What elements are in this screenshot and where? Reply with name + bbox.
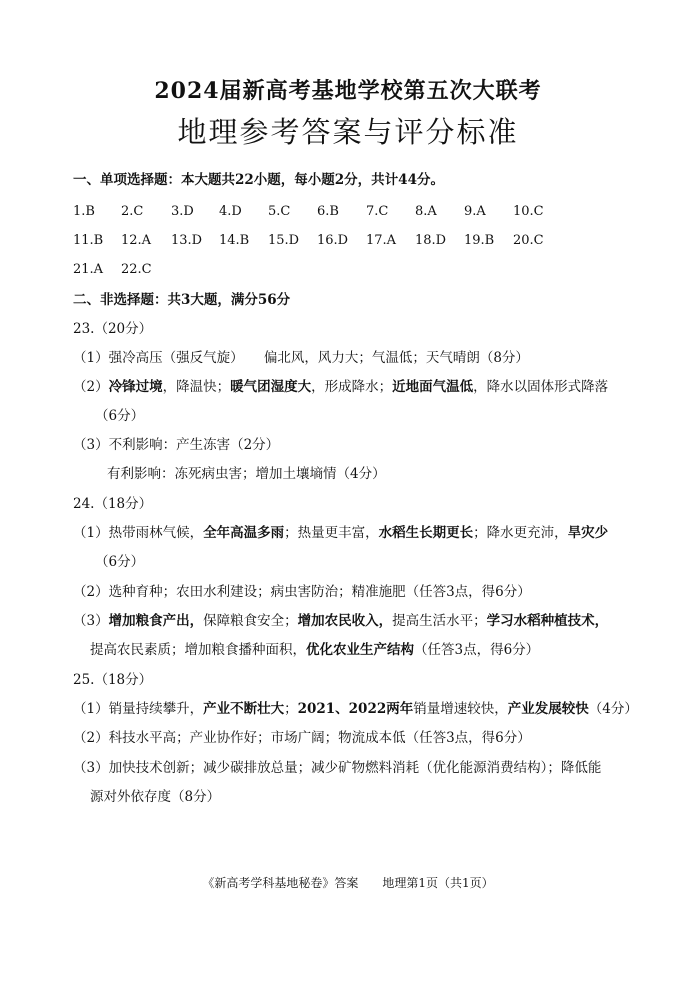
q24-part2: （2）选种育种；农田水利建设；病虫害防治；精准施肥（任答3点，得6分） [73,584,531,600]
q24-part3: （3）增加粮食产出，保障粮食安全；增加农民收入，提高生活水平；学习水稻种植技术， [73,613,609,629]
q23-part3-positive: 有利影响：冻死病虫害；增加土壤墒情（4分） [107,466,386,482]
answer-14: 14.B [219,233,250,248]
q23-part1: （1）强冷高压（强反气旋） 偏北风，风力大；气温低；天气晴朗（8分） [73,350,529,366]
answer-8: 8.A [415,204,437,219]
q25-part2: （2）科技水平高；产业协作好；市场广阔；物流成本低（任答3点，得6分） [73,730,531,746]
q25-part3-cont: 源对外依存度（8分） [90,789,221,805]
answer-9: 9.A [464,204,486,219]
q23-part2: （2）冷锋过境，降温快；暖气团湿度大，形成降水；近地面气温低，降水以固体形式降落 [73,379,609,395]
answer-7: 7.C [366,204,389,219]
q23-part2-score: （6分） [95,408,145,424]
q24-part3-cont: 提高农民素质；增加粮食播种面积，优化农业生产结构（任答3点，得6分） [90,642,540,658]
answer-17: 17.A [366,233,397,248]
q24-part1: （1）热带雨林气候，全年高温多雨；热量更丰富，水稻生长期更长；降水更充沛，旱灾少 [73,525,609,541]
q23-header: 23.（20分） [73,321,153,337]
answer-16: 16.D [317,233,349,248]
section2-heading: 二、非选择题：共3大题，满分56分 [73,292,291,308]
page-footer: 《新高考学科基地秘卷》答案 地理第1页（共1页） [202,876,494,890]
exam-title: 2024届新高考基地学校第五次大联考 [154,78,542,104]
q24-part1-score: （6分） [95,554,145,570]
q25-part3: （3）加快技术创新；减少碳排放总量；减少矿物燃料消耗（优化能源消费结构）；降低能 [73,760,602,776]
answer-6: 6.B [317,204,339,219]
answer-2: 2.C [121,204,144,219]
answer-1: 1.B [73,204,95,219]
q24-header: 24.（18分） [73,496,153,512]
answer-4: 4.D [219,204,242,219]
answer-12: 12.A [121,233,152,248]
document-title: 地理参考答案与评分标准 [177,115,519,149]
q23-part3: （3）不利影响：产生冻害（2分） [73,437,280,453]
answer-21: 21.A [73,262,104,277]
answer-20: 20.C [513,233,544,248]
answer-10: 10.C [513,204,544,219]
answer-3: 3.D [171,204,194,219]
q25-part1: （1）销量持续攀升，产业不断壮大；2021、2022两年销量增速较快，产业发展较快（4分） [73,701,638,717]
answer-19: 19.B [464,233,495,248]
answer-13: 13.D [171,233,203,248]
answer-15: 15.D [268,233,300,248]
answer-18: 18.D [415,233,447,248]
section1-heading: 一、单项选择题：本大题共22小题，每小题2分，共计44分。 [73,172,444,188]
answer-11: 11.B [73,233,104,248]
answer-22: 22.C [121,262,152,277]
q25-header: 25.（18分） [73,672,153,688]
answer-5: 5.C [268,204,291,219]
